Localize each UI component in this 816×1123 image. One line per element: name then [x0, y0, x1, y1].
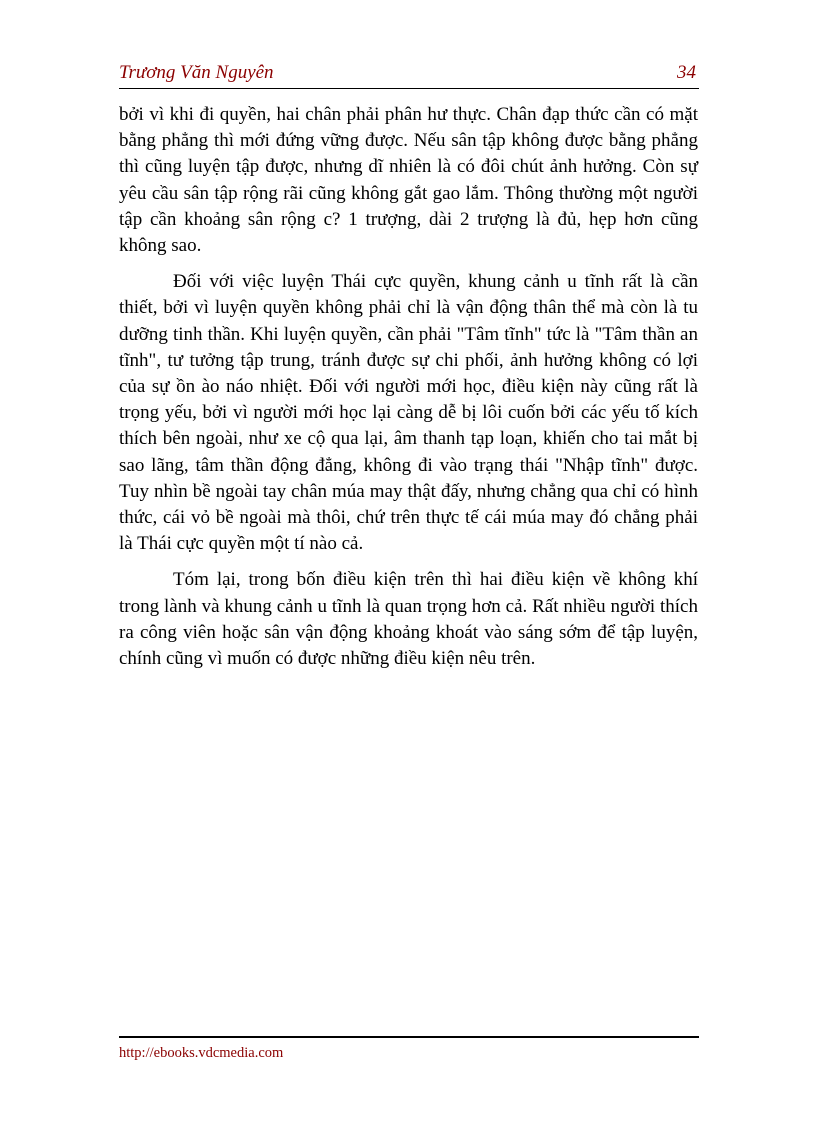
- footer-url-link[interactable]: http://ebooks.vdcmedia.com: [119, 1045, 284, 1061]
- header-author: Trương Văn Nguyên: [119, 62, 274, 83]
- page-header: [119, 62, 699, 86]
- body-text: [119, 102, 698, 682]
- paragraph-1: bởi vì khi đi quyền, hai chân phải phân hư thực. Chân đạp thức cần có mặt bằng phẳng thì mới đứng vững được. Nếu sân tập không được bằng phẳng thì cũng luyện tập được, nhưng dĩ nhiên là có đôi chút ảnh hưởng. Còn sự yêu cầu sân tập rộng rãi cũng không gắt gao lắm. Thông thường một người tập cần khoảng sân rộng c? 1 trượng, dài 2 trượng là đủ, hẹp hơn cũng không sao.: [119, 104, 698, 257]
- footer-divider: [119, 1036, 699, 1038]
- page-number: 34: [677, 62, 696, 83]
- paragraph-2: Đối với việc luyện Thái cực quyền, khung cảnh u tĩnh rất là cần thiết, bởi vì luyện quyền không phải chỉ là vận động thân thể mà còn là tu dưỡng tinh thần. Khi luyện quyền, cần phải "Tâm tĩnh" tức là "Tâm thần an tĩnh", tư tưởng tập trung, tránh được sự chi phối, ảnh hưởng không có lợi của sự ồn ào náo nhiệt. Đối với người mới học, điều kiện này cũng rất là trọng yếu, bởi vì người mới học lại càng dễ bị lôi cuốn bởi các yếu tố kích thích bên ngoài, như xe cộ qua lại, âm thanh tạp loạn, khiến cho tai mắt bị sao lãng, tâm thần động đẳng, không đi vào trạng thái "Nhập tĩnh" được. Tuy nhìn bề ngoài tay chân múa may thật đấy, nhưng chẳng qua chỉ có hình thức, cái vỏ bề ngoài mà thôi, chứ trên thực tế cái múa may đó chẳng phải là Thái cực quyền một tí nào cả.: [119, 271, 698, 555]
- header-divider: [119, 88, 699, 89]
- paragraph-3: Tóm lại, trong bốn điều kiện trên thì hai điều kiện về không khí trong lành và khung cảnh u tĩnh là quan trọng hơn cả. Rất nhiều người thích ra công viên hoặc sân vận động khoảng khoát vào sáng sớm để tập luyện, chính cũng vì muốn có được những điều kiện nêu trên.: [119, 569, 698, 670]
